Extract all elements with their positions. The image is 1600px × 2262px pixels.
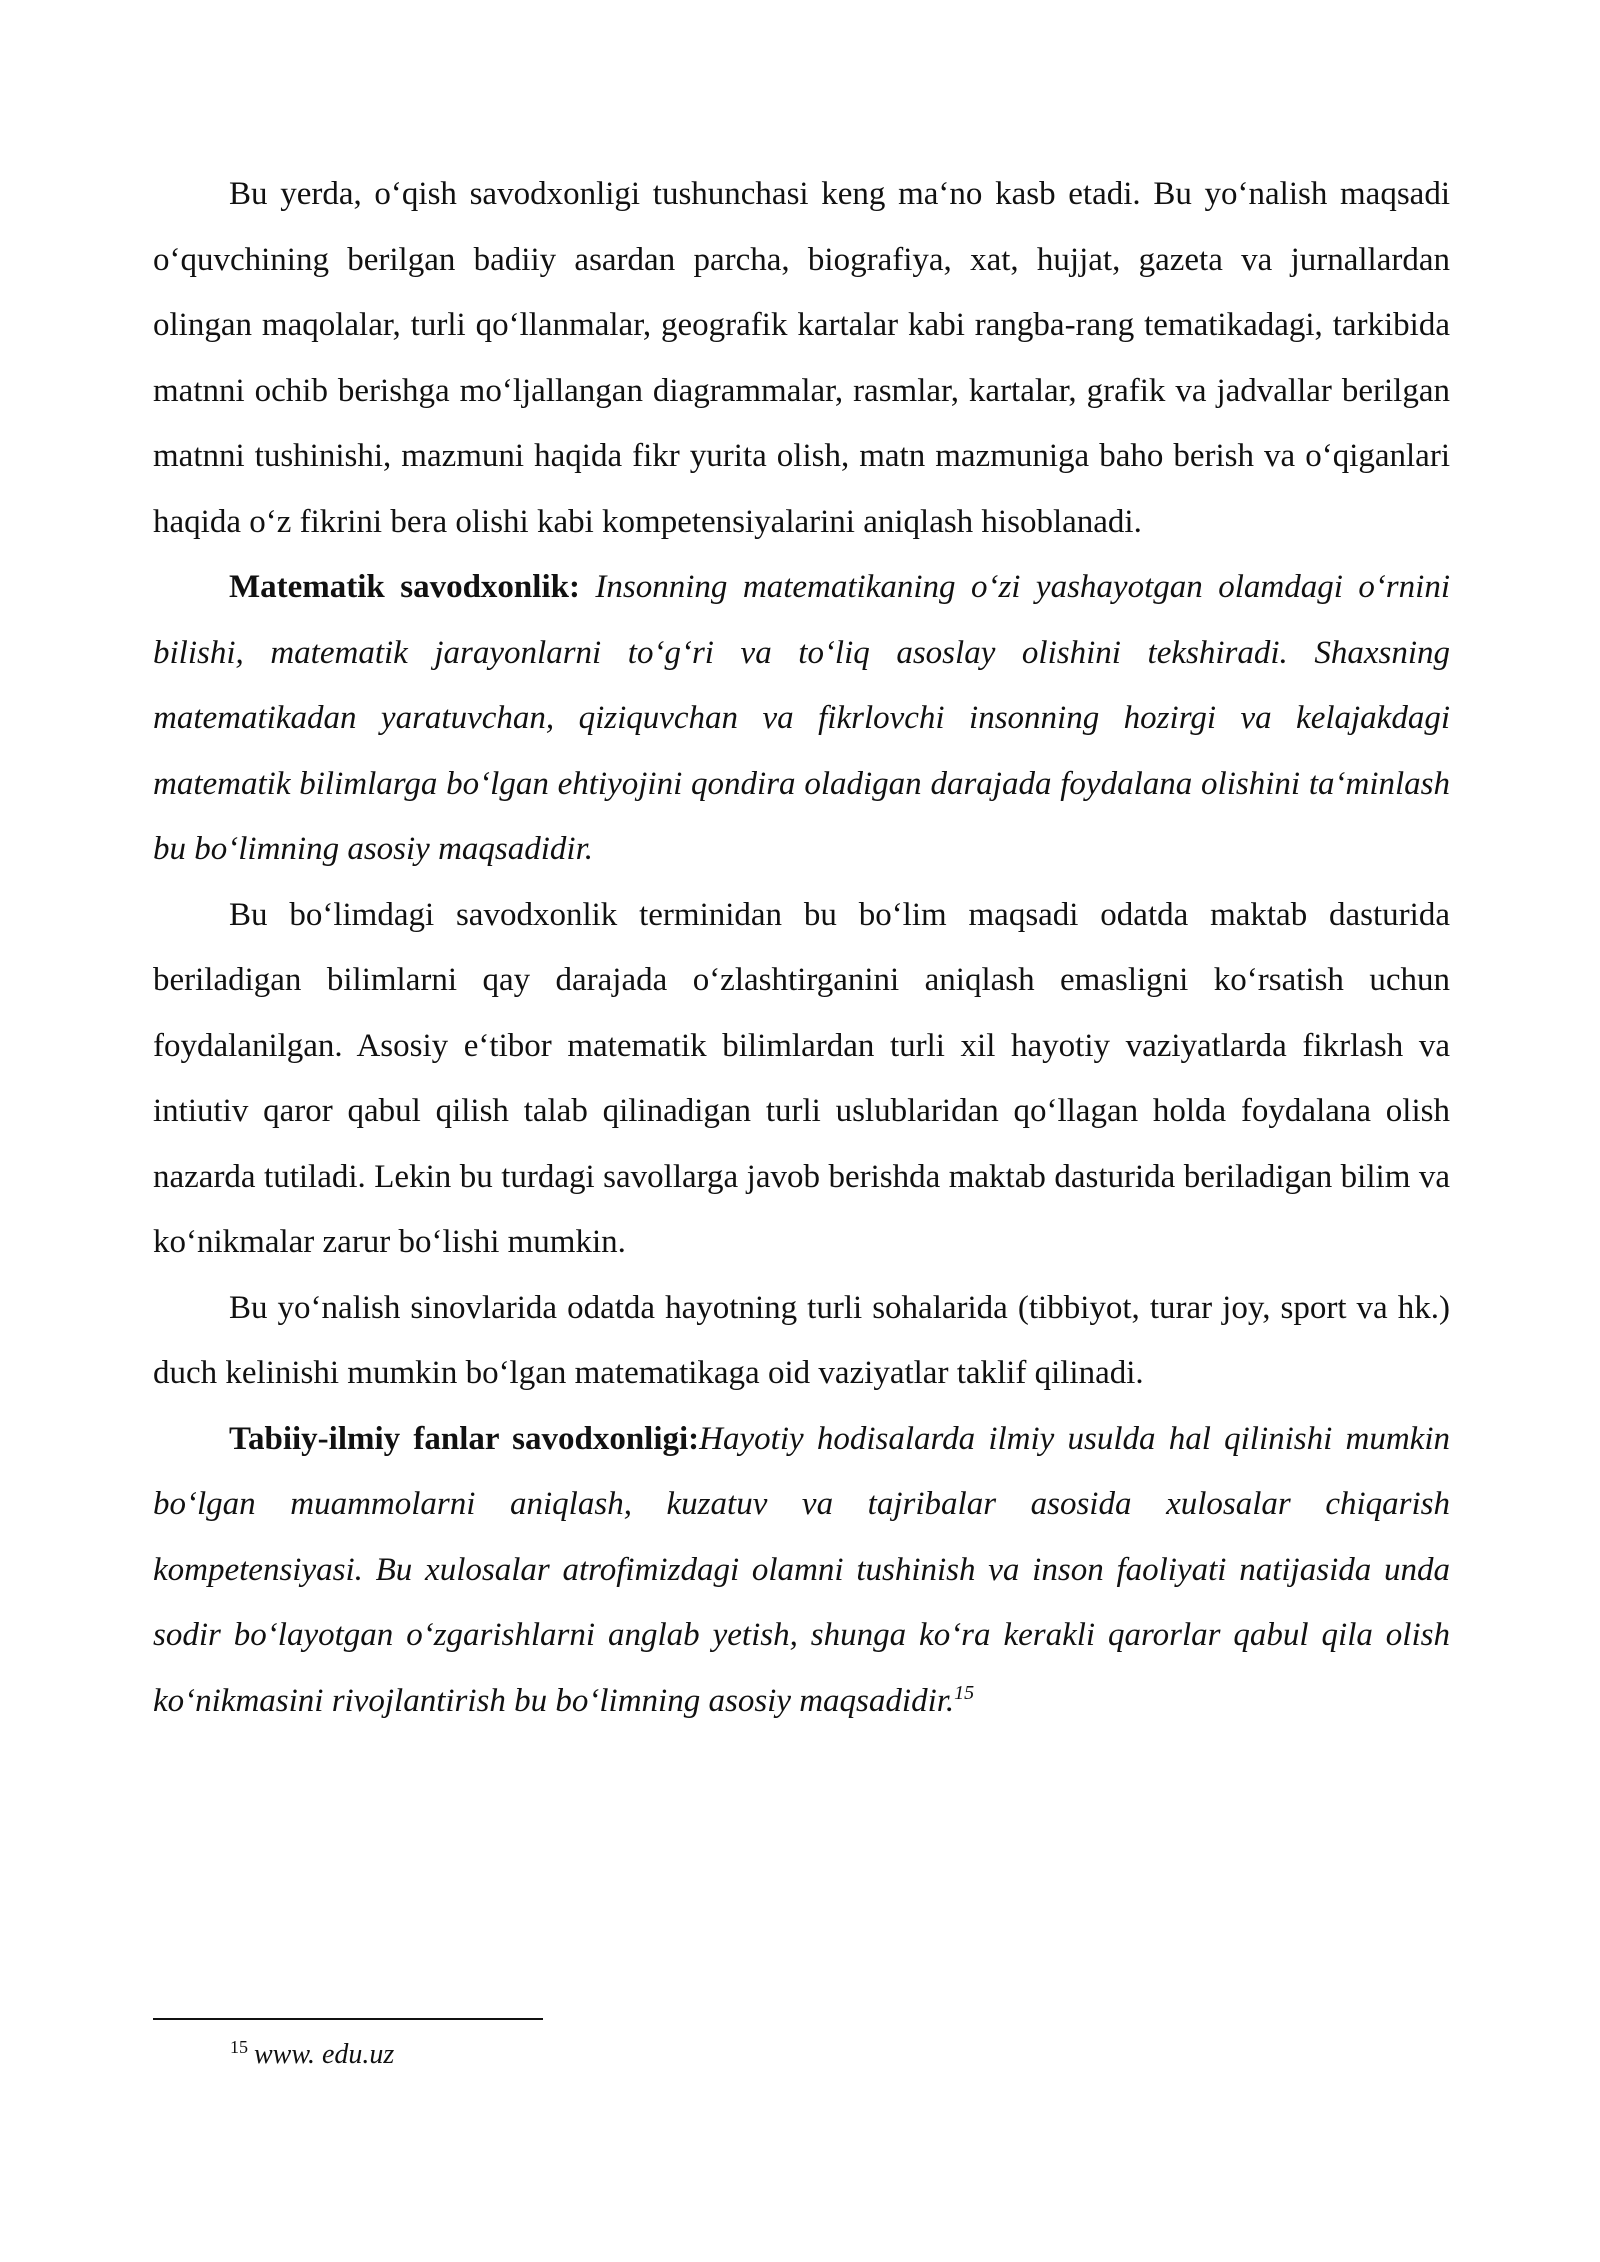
paragraph-reading-literacy: [153, 162, 1450, 555]
paragraph-text: Bu yerda, o‘qish savodxonligi tushunchasi keng ma‘no kasb etadi. Bu yo‘nalish maqsadi o‘quvchining berilgan badiiy asardan parcha, biografiya, xat, hujjat, gazeta va jurnallardan olingan maqolalar, turli qo‘llanmalar, geografik kartalar kabi rangba-rang tematikadagi, tarkibida matnni ochib berishga mo‘ljallangan diagrammalar, rasmlar, kartalar, grafik va jadvallar berilgan matnni tushinishi, mazmuni haqida fikr yurita olish, matn mazmuniga baho berish va o‘qiganlari haqida o‘z fikrini bera olishi kabi kompetensiyalarini aniqlash hisoblanadi.: [153, 176, 1450, 540]
paragraph-text: Insonning matematikaning o‘zi yashayotgan olamdagi o‘rnini bilishi, matematik jarayonlarni to‘g‘ri va to‘liq asoslay olishini tekshiradi. Shaxsning matematikadan yaratuvchan, qiziquvchan va fikrlovchi insonning hozirgi va kelajakdagi matematik bilimlarga bo‘lgan ehtiyojini qondira oladigan darajada foydalana olishini ta‘minlash bu bo‘limning asosiy maqsadidir.: [153, 569, 1450, 867]
paragraph-lead-heading: Matematik savodxonlik:: [229, 569, 580, 605]
footnote-reference[interactable]: 15: [954, 1681, 975, 1704]
paragraph-text: Bu bo‘limdagi savodxonlik terminidan bu bo‘lim maqsadi odatda maktab dasturida beriladigan bilimlarni qay darajada o‘zlashtirganini aniqlash emasligni ko‘rsatish uchun foydalanilgan. Asosiy e‘tibor matematik bilimlardan turli xil hayotiy vaziyatlarda fikrlash va intiutiv qaror qabul qilish talab qilinadigan turli uslublaridan qo‘llagan holda foydalana olish nazarda tutiladi. Lekin bu turdagi savollarga javob berishda maktab dasturida beriladigan bilim va ko‘nikmalar zarur bo‘lishi mumkin.: [153, 896, 1450, 1260]
footnote-separator: [153, 2018, 543, 2020]
paragraph-math-test-situations: [153, 1276, 1450, 1407]
body-text: [153, 162, 1450, 1734]
paragraph-math-literacy: [153, 555, 1450, 883]
footnote: [230, 2035, 394, 2075]
paragraph-science-literacy: [153, 1407, 1450, 1735]
footnote-text: www. edu.uz: [254, 2039, 395, 2070]
footnote-mark: 15: [230, 2036, 248, 2057]
paragraph-text: Bu yo‘nalish sinovlarida odatda hayotning turli sohalarida (tibbiyot, turar joy, sport va hk.) duch kelinishi mumkin bo‘lgan matematikaga oid vaziyatlar taklif qilinadi.: [153, 1289, 1450, 1391]
paragraph-lead-heading: Tabiiy-ilmiy fanlar savodxonligi:: [229, 1420, 700, 1457]
paragraph-text: Hayotiy hodisalarda ilmiy usulda hal qilinishi mumkin bo‘lgan muammolarni aniqlash, kuzatuv va tajribalar asosida xulosalar chiqarish kompetensiyasi. Bu xulosalar atrofimizdagi olamni tushinish va inson faoliyati natijasida unda sodir bo‘layotgan o‘zgarishlarni anglab yetish, shunga ko‘ra kerakli qarorlar qabul qila olish ko‘nikmasini rivojlantirish bu bo‘limning asosiy maqsadidir.: [153, 1420, 1450, 1719]
paragraph-math-section-purpose: [153, 883, 1450, 1276]
